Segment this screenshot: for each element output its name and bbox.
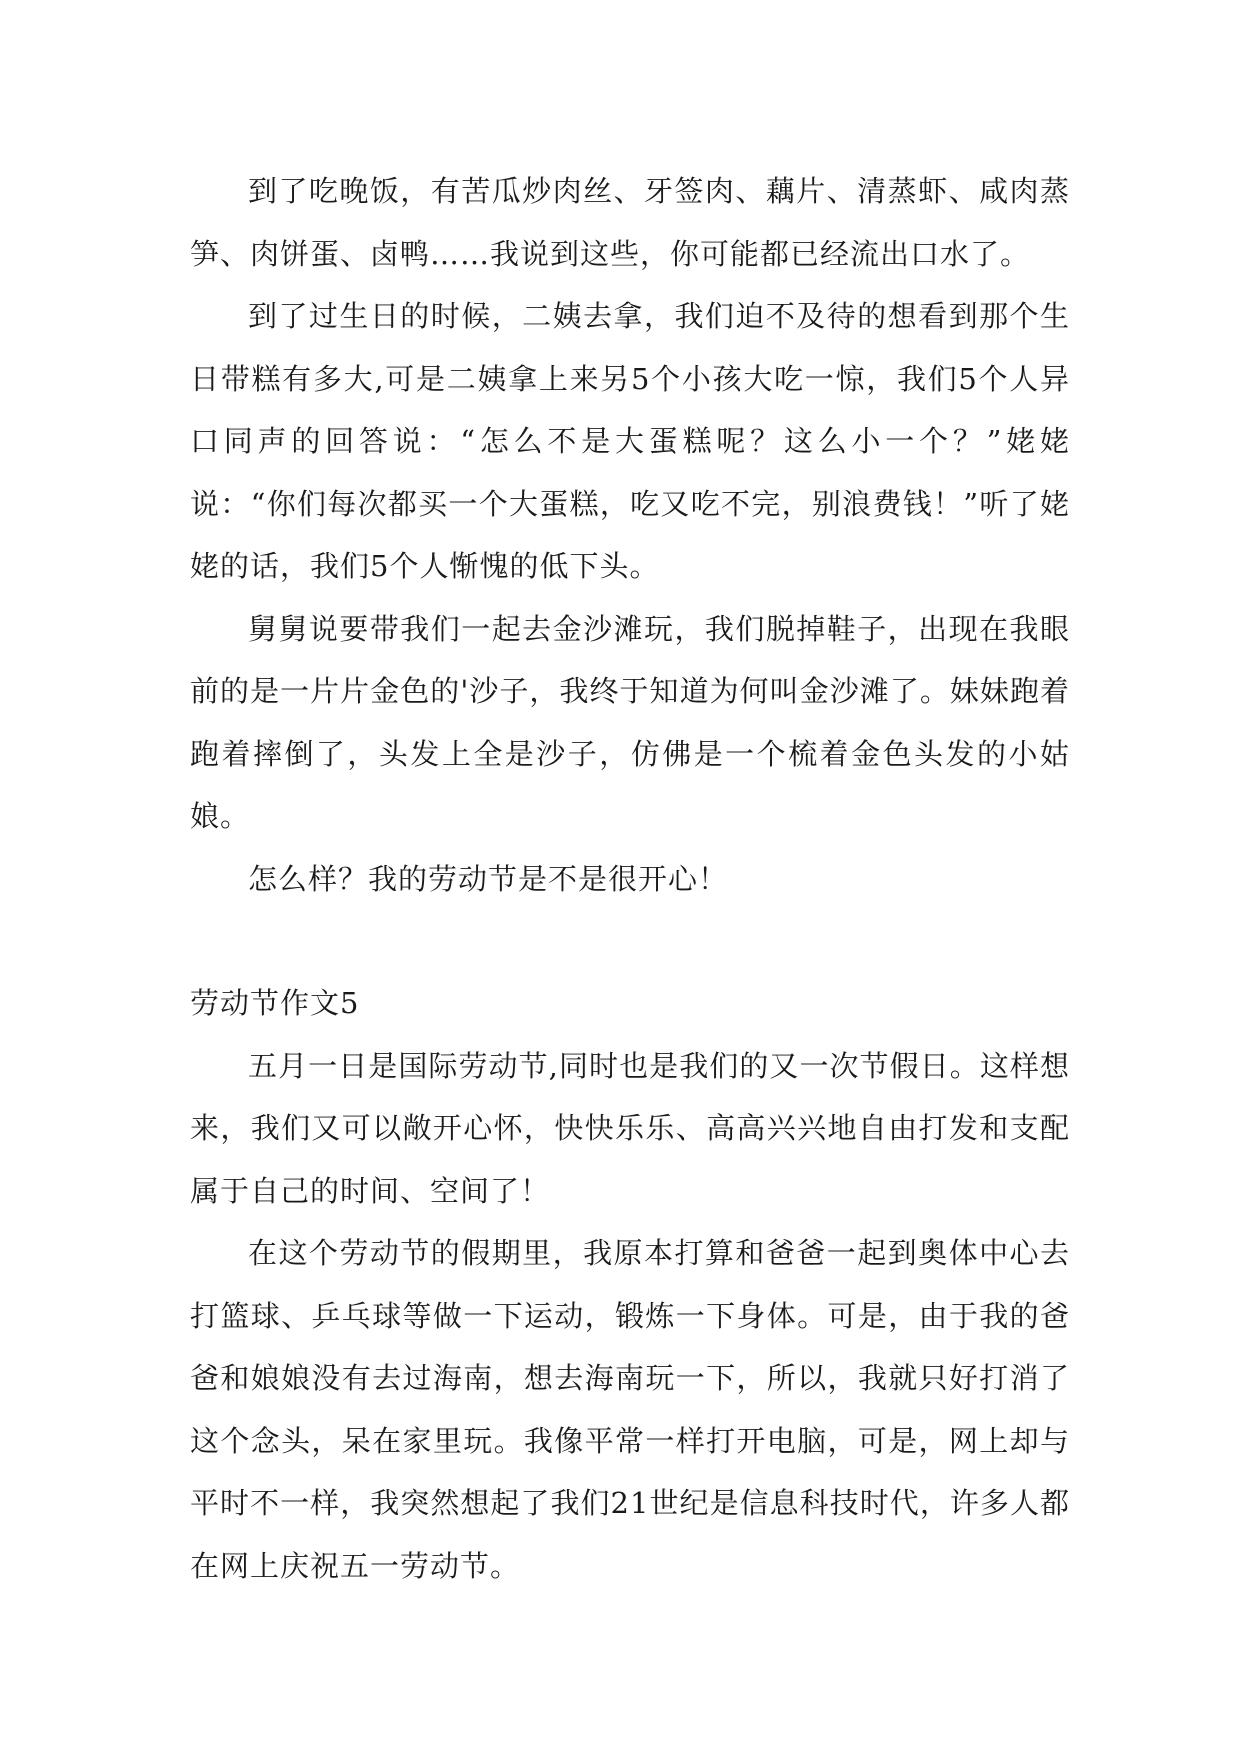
paragraph-beach: 舅舅说要带我们一起去金沙滩玩，我们脱掉鞋子，出现在我眼前的是一片片金色的'沙子，我终于知道为何叫金沙滩了。妹妹跑着跑着摔倒了，头发上全是沙子，仿佛是一个梳着金色头发的小姑娘。	[190, 611, 1070, 833]
paragraph-may-day: 五月一日是国际劳动节,同时也是我们的又一次节假日。这样想来，我们又可以敞开心怀，快快乐乐、高高兴兴地自由打发和支配属于自己的时间、空间了！	[190, 1048, 1070, 1208]
paragraph-holiday-plan: 在这个劳动节的假期里，我原本打算和爸爸一起到奥体中心去打篮球、乒乓球等做一下运动，锻炼一下身体。可是，由于我的爸爸和娘娘没有去过海南，想去海南玩一下，所以，我就只好打消了这个念头，呆在家里玩。我像平常一样打开电脑，可是，网上却与平时不一样，我突然想起了我们21世纪是信息科技时代，许多人都在网上庆祝五一劳动节。	[190, 1236, 1070, 1583]
paragraph-conclusion: 怎么样？我的劳动节是不是很开心！	[248, 861, 729, 896]
paragraph-dinner: 到了吃晚饭，有苦瓜炒肉丝、牙签肉、藕片、清蒸虾、咸肉蒸笋、肉饼蛋、卤鸭……我说到这些，你可能都已经流出口水了。	[190, 174, 1070, 271]
paragraph-birthday: 到了过生日的时候，二姨去拿，我们迫不及待的想看到那个生日带糕有多大,可是二姨拿上来另5个小孩大吃一惊，我们5个人异口同声的回答说：“怎么不是大蛋糕呢？这么小一个？”姥姥说：“你们每次都买一个大蛋糕，吃又吃不完，别浪费钱！”听了姥姥的话，我们5个人惭愧的低下头。	[190, 299, 1070, 583]
essay-heading: 劳动节作文5	[190, 986, 360, 1020]
document-page	[190, 160, 1070, 1597]
